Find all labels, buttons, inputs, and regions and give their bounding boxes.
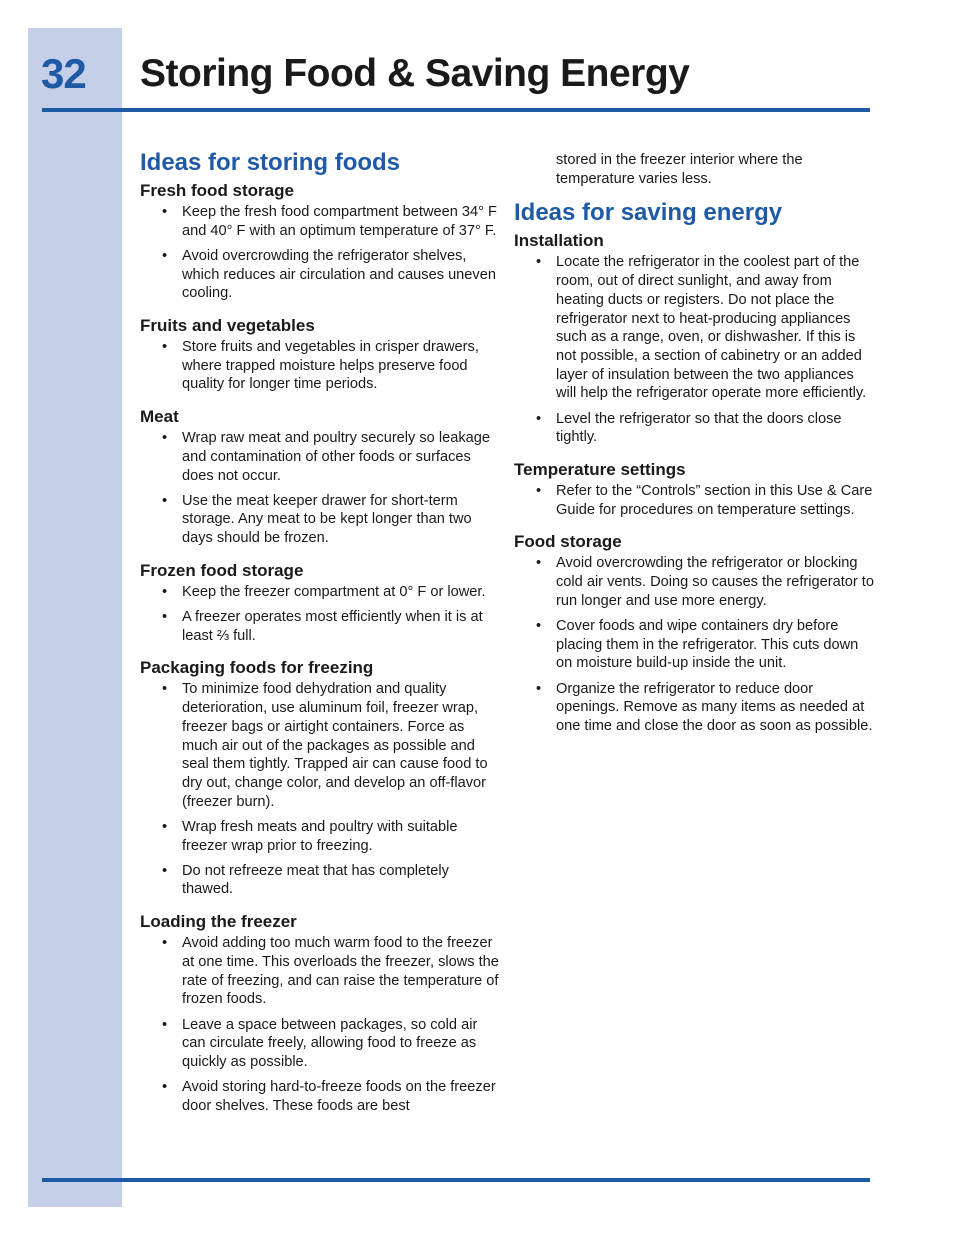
list-item: • Store fruits and vegetables in crisper drawers, where trapped moisture helps preserve food quality for longer time periods.	[140, 338, 500, 394]
subheading-installation: Installation	[514, 231, 604, 251]
list-item: • Locate the refrigerator in the coolest part of the room, out of direct sunlight, and away from heating ducts or registers. Do not place the refrigerator next to heat-producing appliances such as a range, oven, or dishwasher. If this is not possible, a section of cabinetry or an added layer of insulation between the two appliances will help the refrigerator operate more efficiently.	[514, 253, 874, 403]
list-item: • To minimize food dehydration and quality deterioration, use aluminum foil, freezer wrap, freezer bags or airtight containers. Force as much air out of the packages as possible and seal them tightly. Trapped air can cause food to dry out, change color, and develop an off-flavor (freezer burn).	[140, 680, 500, 811]
page-title: Storing Food & Saving Energy	[140, 52, 690, 95]
list-loading-freezer	[140, 934, 500, 1115]
page-number: 32	[41, 50, 86, 97]
list-fresh-food	[140, 203, 500, 303]
subheading-packaging: Packaging foods for freezing	[140, 658, 374, 678]
list-item: • Keep the fresh food compartment between 34° F and 40° F with an optimum temperature of 37° F.	[140, 203, 500, 240]
list-temperature-settings	[514, 482, 874, 519]
subheading-fresh-food: Fresh food storage	[140, 181, 294, 200]
list-item: • Keep the freezer compartment at 0° F or lower.	[140, 583, 500, 602]
list-item: • Avoid storing hard-to-freeze foods on the freezer door shelves. These foods are best	[140, 1078, 500, 1115]
list-packaging	[140, 680, 500, 899]
list-item: • Organize the refrigerator to reduce door openings. Remove as many items as needed at one time and close the door as soon as possible.	[514, 680, 874, 736]
list-item: • Avoid overcrowding the refrigerator or blocking cold air vents. Doing so causes the refrigerator to run longer and use more energy.	[514, 554, 874, 610]
list-item: • Level the refrigerator so that the doors close tightly.	[514, 410, 874, 447]
subheading-meat: Meat	[140, 407, 179, 427]
left-column	[140, 148, 500, 1122]
right-column	[514, 151, 874, 742]
list-item: • Refer to the “Controls” section in this Use & Care Guide for procedures on temperature settings.	[514, 482, 874, 519]
list-item: • Wrap raw meat and poultry securely so leakage and contamination of other foods or surfaces does not occur.	[140, 429, 500, 485]
list-item: • Use the meat keeper drawer for short-term storage. Any meat to be kept longer than two days should be frozen.	[140, 492, 500, 548]
section-heading-energy: Ideas for saving energy	[514, 199, 783, 227]
list-item: • Avoid overcrowding the refrigerator shelves, which reduces air circulation and causes uneven cooling.	[140, 247, 500, 303]
subheading-frozen-food: Frozen food storage	[140, 560, 304, 580]
list-item: • Avoid adding too much warm food to the freezer at one time. This overloads the freezer, slows the rate of freezing, and can raise the temperature of frozen foods.	[140, 934, 500, 1009]
continued-paragraph: stored in the freezer interior where the temperature varies less.	[556, 152, 803, 187]
header-divider	[42, 108, 870, 112]
list-food-storage	[514, 554, 874, 735]
list-item: • Wrap fresh meats and poultry with suitable freezer wrap prior to freezing.	[140, 818, 500, 855]
list-meat	[140, 429, 500, 548]
subheading-fruits-vegetables: Fruits and vegetables	[140, 316, 315, 336]
list-item: • Leave a space between packages, so cold air can circulate freely, allowing food to freeze as quickly as possible.	[140, 1016, 500, 1072]
footer-divider	[42, 1178, 870, 1182]
subheading-loading-freezer: Loading the freezer	[140, 912, 297, 932]
list-item: • A freezer operates most efficiently when it is at least ⅔ full.	[140, 608, 500, 645]
list-installation	[514, 253, 874, 447]
list-item: • Cover foods and wipe containers dry before placing them in the refrigerator. This cuts down on moisture build-up inside the unit.	[514, 617, 874, 673]
page-sidebar-band	[28, 28, 122, 1207]
list-frozen-food	[140, 583, 500, 646]
list-item: • Do not refreeze meat that has completely thawed.	[140, 862, 500, 899]
subheading-temperature-settings: Temperature settings	[514, 459, 686, 479]
list-fruits-vegetables	[140, 338, 500, 394]
subheading-food-storage: Food storage	[514, 532, 622, 552]
section-heading-storing: Ideas for storing foods	[140, 149, 401, 176]
